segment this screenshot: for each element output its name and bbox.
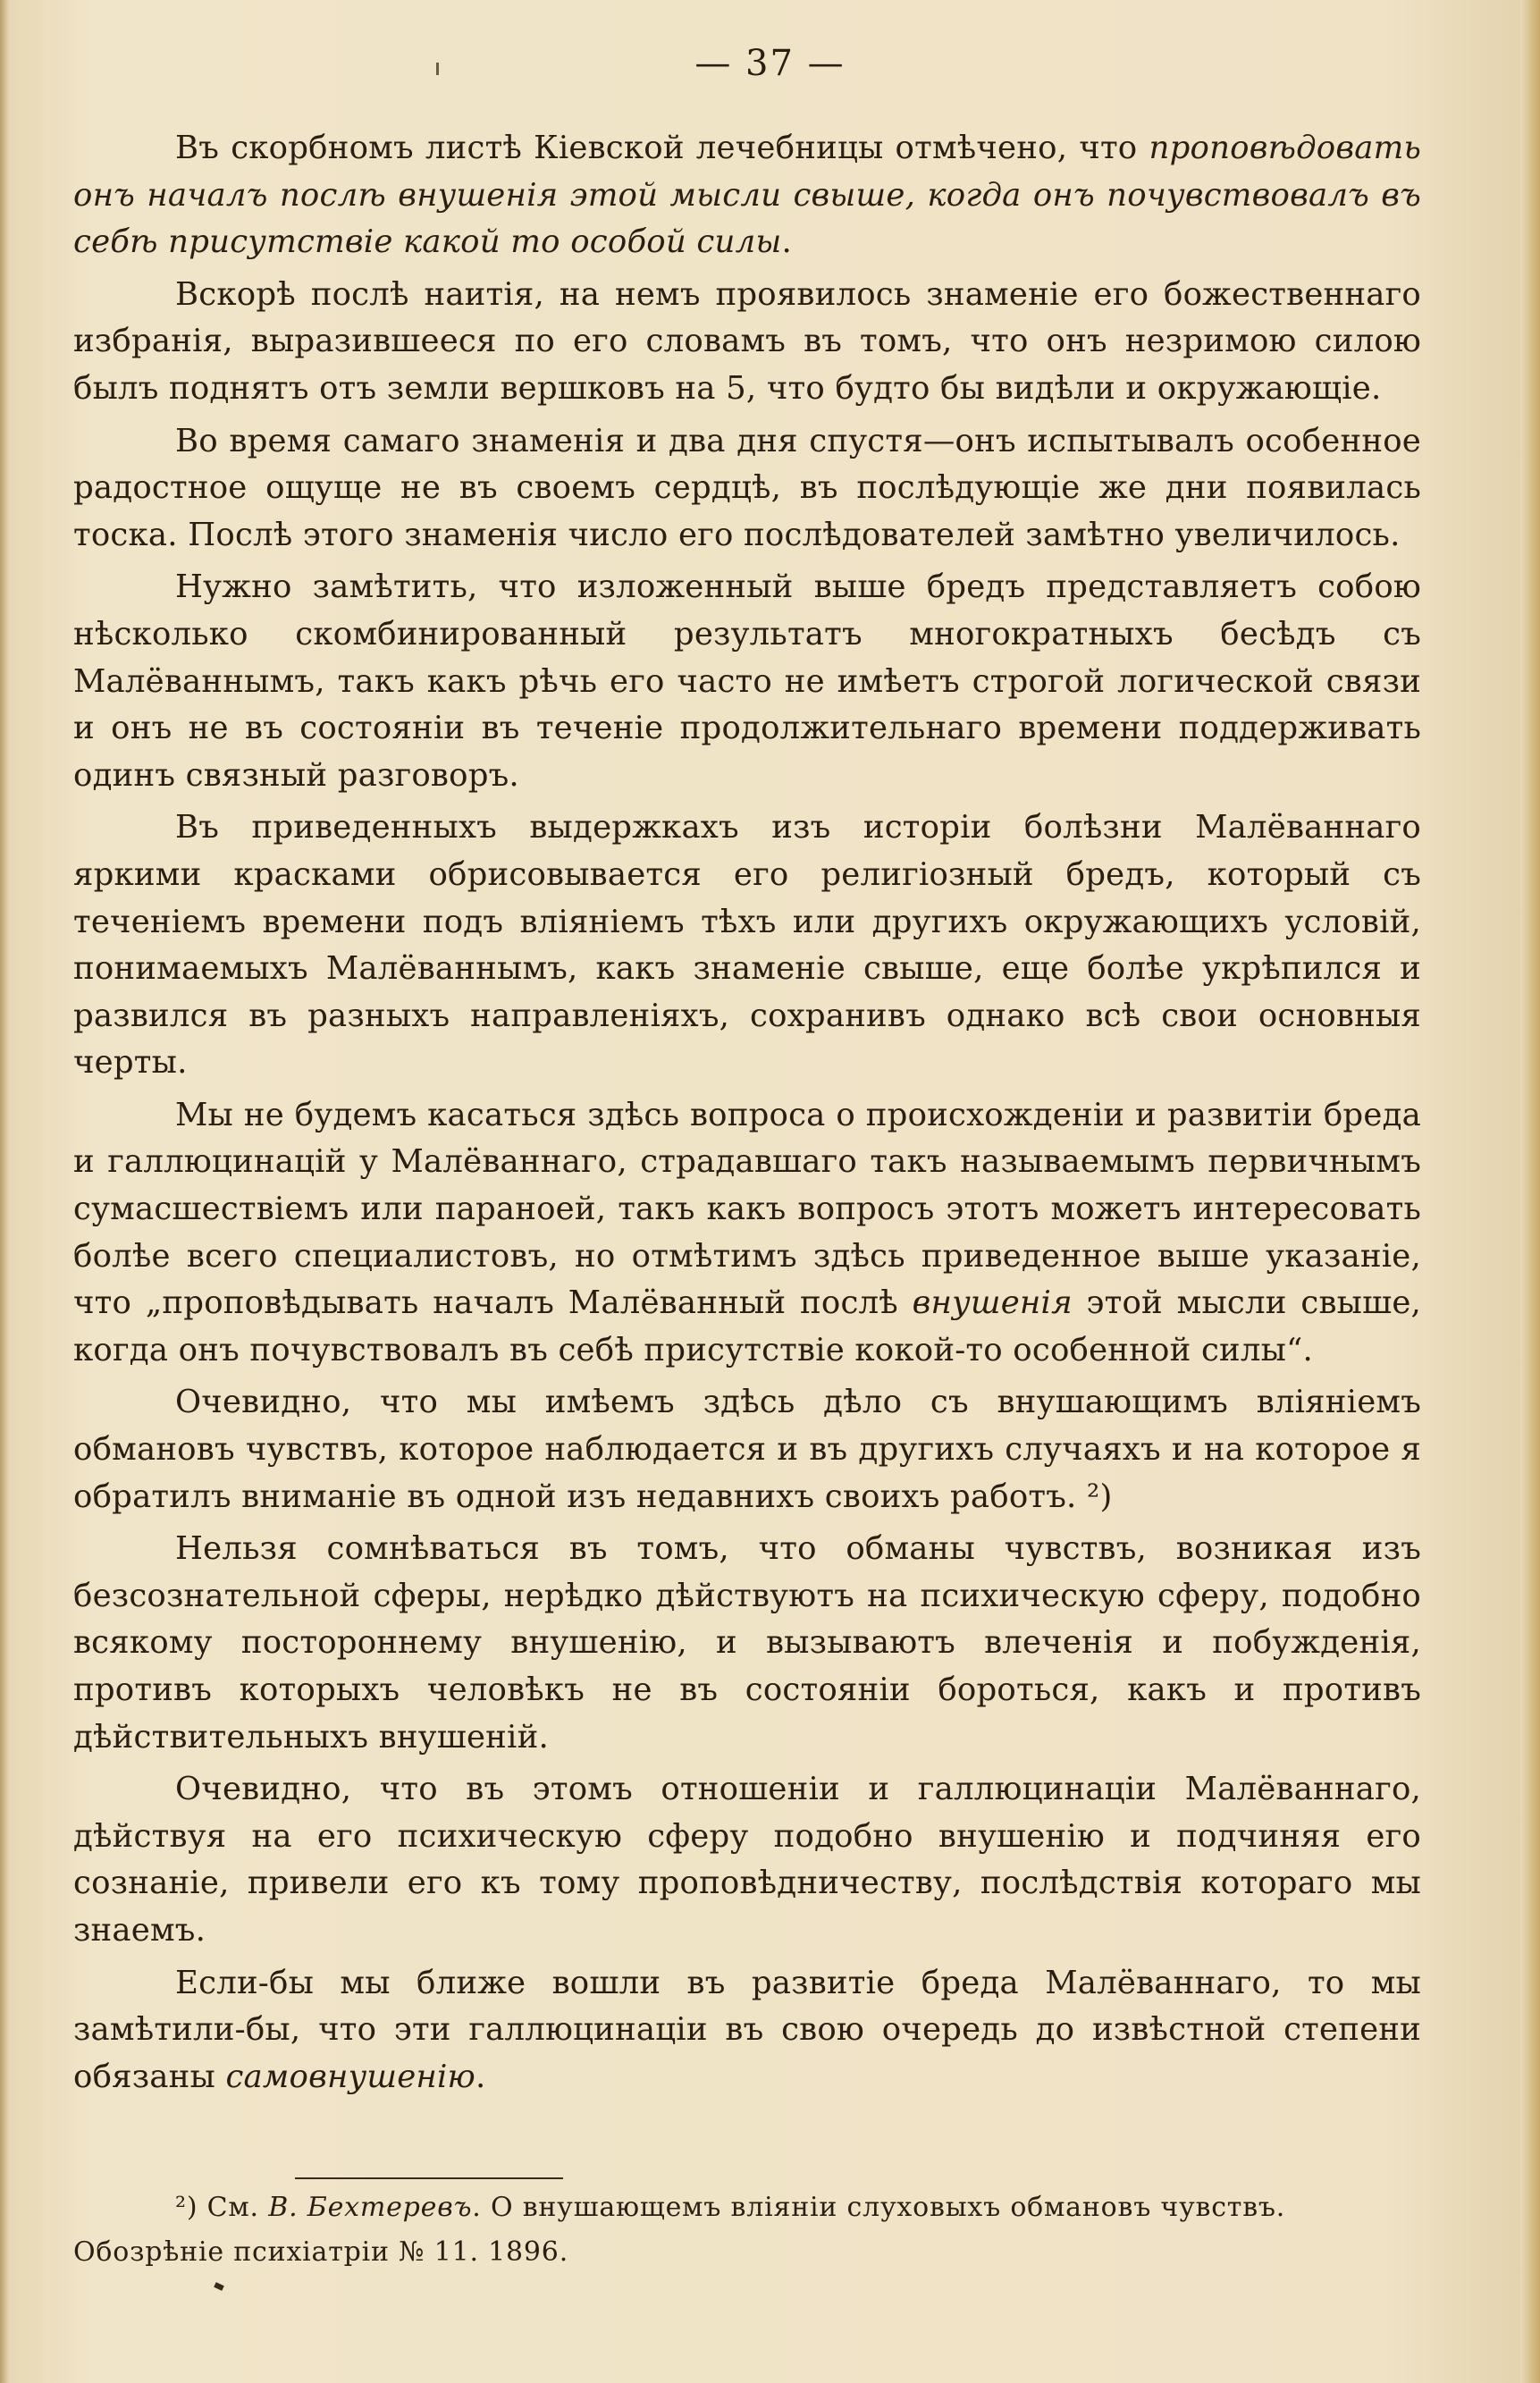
paragraph-10 (73, 1960, 1421, 2101)
paragraph-3 (73, 418, 1421, 560)
paragraph-4 (73, 564, 1421, 799)
footnote-text: . О внушающемъ вліяніи слуховыхъ обмановъ чувствъ. Обозрѣніе психіатріи № 11. 1896. (73, 2192, 1286, 2268)
paragraph-text: Очевидно, что въ этомъ отношеніи и галлюцинаціи Малёваннаго, дѣйствуя на его психическую сферу подобно внушенію и подчиняя его сознаніе, привели его къ тому проповѣдничеству, послѣдствія котораго мы знаемъ. (73, 1771, 1421, 1949)
paragraph-text: Если-бы мы ближе вошли въ развитіе бреда Малёваннаго, то мы замѣтили-бы, что эти галлюцинаціи въ свою очередь до извѣстной степени обязаны (73, 1964, 1421, 2095)
footnote (73, 2185, 1421, 2275)
page-number: — 37 — (694, 43, 846, 84)
paragraph-text: Въ скорбномъ листѣ Кіевской лечебницы отмѣчено, что (175, 130, 1149, 166)
paragraph-8 (73, 1526, 1421, 1761)
footnote-marker: ²) См. (175, 2192, 269, 2223)
paragraph-7 (73, 1379, 1421, 1520)
paragraph-text: Очевидно, что мы имѣемъ здѣсь дѣло съ внушающимъ вліяніемъ обмановъ чувствъ, которое наблюдается и въ другихъ случаяхъ и на которое я обратилъ вниманіе въ одной изъ недавнихъ своихъ работъ. ²) (73, 1384, 1421, 1515)
paragraph-italic: проповѣдовать онъ началъ послѣ внушенія этой мысли свыше, когда онъ почувствовалъ въ себѣ присутствіе какой то особой силы (73, 130, 1421, 261)
paragraph-text: Въ приведенныхъ выдержкахъ изъ исторіи болѣзни Малёваннаго яркими красками обрисовывается его религіозный бредъ, который съ теченіемъ времени подъ вліяніемъ тѣхъ или другихъ окружающихъ условій, понимаемыхъ Малёваннымъ, какъ знаменіе свыше, еще болѣе укрѣпился и развился въ разныхъ направленіяхъ, сохранивъ однако всѣ свои основныя черты. (73, 809, 1421, 1082)
ink-mark (214, 2282, 224, 2291)
footnote-rule (295, 2177, 563, 2179)
paragraph-text: Во время самаго знаменія и два дня спустя—онъ испытывалъ особенное радостное ощуще не въ своемъ сердцѣ, въ послѣдующіе же дни появилась тоска. Послѣ этого знаменія число его послѣдователей замѣтно увеличилось. (73, 422, 1421, 553)
paragraph-text-end: этой мысли свыше, когда онъ почувствовалъ въ себѣ присутствіе кокой-то особенной силы“. (73, 1284, 1422, 1368)
paragraph-text-end: . (475, 2058, 486, 2095)
paragraph-text: Вскорѣ послѣ наитія, на немъ проявилось знаменіе его божественнаго избранія, выразившееся по его словамъ въ томъ, что онъ незримою силою былъ поднятъ отъ земли вершковъ на 5, что будто бы видѣли и окружающіе. (73, 275, 1421, 407)
paragraph-9 (73, 1766, 1421, 1954)
paragraph-italic: внушенія (912, 1284, 1073, 1322)
paragraph-text: Нельзя сомнѣваться въ томъ, что обманы чувствъ, возникая изъ безсознательной сферы, нерѣдко дѣйствуютъ на психическую сферу, подобно всякому постороннему внушенію, и вызываютъ влеченія и побужденія, противъ которыхъ человѣкъ не въ состояніи бороться, какъ и противъ дѣйствительныхъ внушеній. (73, 1530, 1421, 1756)
paragraph-6 (73, 1092, 1421, 1375)
footnote-author: В. Бехтеревъ (268, 2192, 473, 2223)
paragraph-text: Нужно замѣтить, что изложенный выше бредъ представляетъ собою нѣсколько скомбинированный результатъ многократныхъ бесѣдъ съ Малёваннымъ, такъ какъ рѣчь его часто не имѣетъ строгой логической связи и онъ не въ состояніи въ теченіе продолжительнаго времени поддерживать одинъ связный разговоръ. (73, 568, 1421, 794)
paragraph-text: Мы не будемъ касаться здѣсь вопроса о происхожденіи и развитіи бреда и галлюцинацій у Малёваннаго, страдавшаго такъ называемымъ первичнымъ сумасшествіемъ или параноей, такъ какъ вопросъ этотъ можетъ интересовать болѣе всего специалистовъ, но отмѣтимъ здѣсь приведенное выше указаніе, что „проповѣдывать началъ Малёванный послѣ (73, 1096, 1421, 1322)
page-edge-right (1520, 0, 1540, 2383)
paragraph-5 (73, 804, 1421, 1087)
body-text (73, 125, 1421, 2106)
paragraph-italic: самовнушенію (225, 2058, 475, 2095)
paragraph-text-end: . (781, 223, 792, 261)
page-edge-left (0, 0, 9, 2383)
paragraph-2 (73, 272, 1421, 413)
paragraph-1 (73, 125, 1421, 266)
